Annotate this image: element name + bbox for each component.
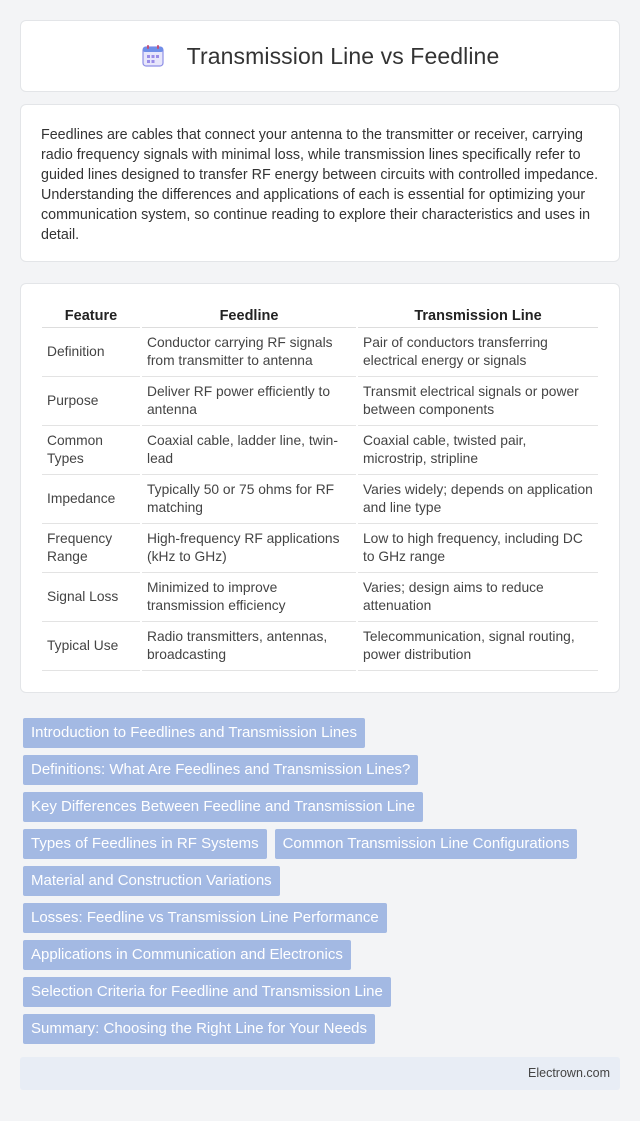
title-card <box>20 20 620 92</box>
table-row <box>42 524 598 573</box>
row-feature: Frequency Range <box>42 524 140 573</box>
topic-row <box>23 866 623 896</box>
title-row <box>141 43 500 70</box>
table-row <box>42 475 598 524</box>
topic-row <box>23 718 623 748</box>
topic-link-key-differences[interactable]: Key Differences Between Feedline and Transmission Line <box>23 792 423 822</box>
row-transmission-line: Low to high frequency, including DC to GHz range <box>358 524 598 573</box>
topic-row <box>23 940 623 970</box>
row-feedline: Typically 50 or 75 ohms for RF matching <box>142 475 356 524</box>
topic-link-introduction[interactable]: Introduction to Feedlines and Transmission Lines <box>23 718 365 748</box>
row-transmission-line: Varies widely; depends on application and line type <box>358 475 598 524</box>
row-feedline: High-frequency RF applications (kHz to GHz) <box>142 524 356 573</box>
table-row <box>42 328 598 377</box>
topic-row <box>23 903 623 933</box>
row-transmission-line: Coaxial cable, twisted pair, microstrip, stripline <box>358 426 598 475</box>
topic-link-transmission-configurations[interactable]: Common Transmission Line Configurations <box>275 829 578 859</box>
table-row <box>42 426 598 475</box>
row-feature: Common Types <box>42 426 140 475</box>
topic-link-materials[interactable]: Material and Construction Variations <box>23 866 280 896</box>
table-row <box>42 573 598 622</box>
footer-brand[interactable]: Electrown.com <box>528 1066 610 1080</box>
row-feature: Typical Use <box>42 622 140 671</box>
topic-row <box>23 829 623 859</box>
row-feature: Impedance <box>42 475 140 524</box>
topic-row <box>23 977 623 1007</box>
topic-row <box>23 1014 623 1044</box>
calendar-icon <box>141 44 165 68</box>
row-feature: Signal Loss <box>42 573 140 622</box>
table-header-row <box>42 306 598 328</box>
topic-link-losses[interactable]: Losses: Feedline vs Transmission Line Performance <box>23 903 387 933</box>
topic-link-summary[interactable]: Summary: Choosing the Right Line for Your Needs <box>23 1014 375 1044</box>
table-row <box>42 377 598 426</box>
topic-link-definitions[interactable]: Definitions: What Are Feedlines and Transmission Lines? <box>23 755 418 785</box>
row-transmission-line: Pair of conductors transferring electrical energy or signals <box>358 328 598 377</box>
intro-paragraph: Feedlines are cables that connect your antenna to the transmitter or receiver, carrying radio frequency signals with minimal loss, while transmission lines specifically refer to guided lines designed to transfer RF energy between circuits with controlled impedance. Understanding the differences and applications of each is essential for optimizing your communication system, so continue reading to explore their characteristics and uses in detail. <box>41 127 599 243</box>
row-feature: Purpose <box>42 377 140 426</box>
row-feedline: Conductor carrying RF signals from transmitter to antenna <box>142 328 356 377</box>
row-transmission-line: Varies; design aims to reduce attenuation <box>358 573 598 622</box>
row-transmission-line: Transmit electrical signals or power between components <box>358 377 598 426</box>
topic-link-applications[interactable]: Applications in Communication and Electronics <box>23 940 351 970</box>
topic-link-selection-criteria[interactable]: Selection Criteria for Feedline and Transmission Line <box>23 977 391 1007</box>
page-title: Transmission Line vs Feedline <box>186 42 500 69</box>
footer <box>20 1057 620 1090</box>
row-feedline: Coaxial cable, ladder line, twin-lead <box>142 426 356 475</box>
header-feature: Feature <box>42 306 140 328</box>
row-feature: Definition <box>42 328 140 377</box>
row-feedline: Radio transmitters, antennas, broadcasting <box>142 622 356 671</box>
comparison-table <box>40 306 600 671</box>
topic-row <box>23 792 623 822</box>
row-feedline: Minimized to improve transmission efficiency <box>142 573 356 622</box>
topic-link-types-of-feedlines[interactable]: Types of Feedlines in RF Systems <box>23 829 267 859</box>
header-transmission-line: Transmission Line <box>358 306 598 328</box>
topic-row <box>23 755 623 785</box>
row-transmission-line: Telecommunication, signal routing, power distribution <box>358 622 598 671</box>
intro-card <box>20 104 620 262</box>
row-feedline: Deliver RF power efficiently to antenna <box>142 377 356 426</box>
table-row <box>42 622 598 671</box>
topic-links <box>23 718 623 1051</box>
comparison-table-card <box>20 283 620 693</box>
header-feedline: Feedline <box>142 306 356 328</box>
